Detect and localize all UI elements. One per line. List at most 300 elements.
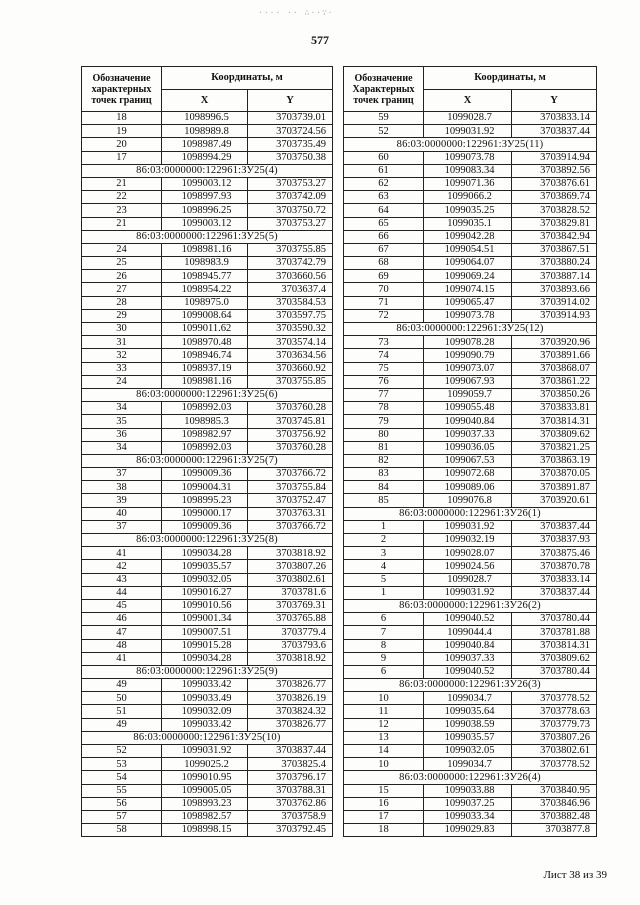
point-number: 1: [344, 586, 424, 599]
table-row: [344, 705, 597, 718]
y-coordinate: 3703753.27: [248, 217, 333, 230]
x-coordinate: 1099034.7: [424, 692, 512, 705]
y-coordinate: 3703760.28: [248, 402, 333, 415]
table-row: [344, 177, 597, 190]
x-coordinate: 1098997.93: [162, 191, 248, 204]
point-number: 69: [344, 270, 424, 283]
table-row: [82, 718, 333, 731]
point-number: 37: [82, 468, 162, 481]
point-number: 5: [344, 573, 424, 586]
y-coordinate: 3703828.52: [512, 204, 597, 217]
x-coordinate: 1099031.92: [424, 520, 512, 533]
y-coordinate: 3703891.87: [512, 481, 597, 494]
point-number: 82: [344, 454, 424, 467]
point-number: 68: [344, 257, 424, 270]
x-coordinate: 1099035.57: [424, 731, 512, 744]
x-coordinate: 1099071.36: [424, 177, 512, 190]
parcel-section-label: 86:03:0000000:122961:ЗУ25(6): [82, 388, 333, 401]
table-row: [82, 204, 333, 217]
table-row: [82, 415, 333, 428]
table-row: [82, 797, 333, 810]
parcel-section-label: 86:03:0000000:122961:ЗУ25(5): [82, 230, 333, 243]
x-coordinate: 1099005.05: [162, 784, 248, 797]
table-row: [344, 534, 597, 547]
table-row: [344, 375, 597, 388]
point-number: 80: [344, 428, 424, 441]
table-row: [82, 138, 333, 151]
point-number: 42: [82, 560, 162, 573]
table-row: [82, 771, 333, 784]
x-coordinate: 1099008.64: [162, 309, 248, 322]
point-number: 43: [82, 573, 162, 586]
x-coordinate: 1098989.8: [162, 125, 248, 138]
x-coordinate: 1098996.5: [162, 112, 248, 125]
x-coordinate: 1098982.97: [162, 428, 248, 441]
sheet-footer: Лист 38 из 39: [543, 869, 607, 881]
table-row: [344, 797, 597, 810]
y-column-header: Y: [512, 90, 597, 112]
point-number: 56: [82, 797, 162, 810]
point-number: 39: [82, 494, 162, 507]
table-row: [344, 692, 597, 705]
x-coordinate: 1098985.3: [162, 415, 248, 428]
y-coordinate: 3703867.51: [512, 243, 597, 256]
parcel-section-label: 86:03:0000000:122961:ЗУ25(9): [82, 665, 333, 678]
x-coordinate: 1099037.33: [424, 428, 512, 441]
x-coordinate: 1099089.06: [424, 481, 512, 494]
x-coordinate: 1098937.19: [162, 362, 248, 375]
table-row: [344, 428, 597, 441]
table-row: [82, 323, 333, 336]
table-row: [344, 402, 597, 415]
point-number: 60: [344, 151, 424, 164]
table-row: [82, 309, 333, 322]
table-row: [344, 547, 597, 560]
point-number: 26: [82, 270, 162, 283]
x-coordinate: 1099083.34: [424, 164, 512, 177]
table-row: [344, 388, 597, 401]
x-coordinate: 1099034.28: [162, 652, 248, 665]
point-number: 34: [82, 441, 162, 454]
y-coordinate: 3703745.81: [248, 415, 333, 428]
point-number: 66: [344, 230, 424, 243]
point-number: 8: [344, 639, 424, 652]
x-coordinate: 1098975.0: [162, 296, 248, 309]
point-number: 31: [82, 336, 162, 349]
x-coordinate: 1098970.48: [162, 336, 248, 349]
y-coordinate: 3703826.19: [248, 692, 333, 705]
y-coordinate: 3703763.31: [248, 507, 333, 520]
table-row: [344, 217, 597, 230]
table-row: [344, 626, 597, 639]
point-number: 27: [82, 283, 162, 296]
y-coordinate: 3703807.26: [512, 731, 597, 744]
point-number: 51: [82, 705, 162, 718]
y-coordinate: 3703597.75: [248, 309, 333, 322]
x-coordinate: 1099040.84: [424, 415, 512, 428]
point-number: 57: [82, 810, 162, 823]
x-coordinate: 1099073.07: [424, 362, 512, 375]
parcel-section-label: 86:03:0000000:122961:ЗУ25(11): [344, 138, 597, 151]
point-number: 14: [344, 745, 424, 758]
point-number: 10: [344, 758, 424, 771]
table-row: [344, 481, 597, 494]
table-row: [344, 204, 597, 217]
point-number: 65: [344, 217, 424, 230]
table-row: [82, 191, 333, 204]
x-coordinate: 1098982.57: [162, 810, 248, 823]
table-row: [344, 468, 597, 481]
section-row: [344, 771, 597, 784]
x-coordinate: 1099031.92: [424, 125, 512, 138]
table-row: [82, 257, 333, 270]
point-number: 61: [344, 164, 424, 177]
point-number: 7: [344, 626, 424, 639]
section-row: [344, 679, 597, 692]
x-column-header: X: [162, 90, 248, 112]
parcel-section-label: 86:03:0000000:122961:ЗУ25(7): [82, 454, 333, 467]
table-row: [344, 665, 597, 678]
table-row: [82, 639, 333, 652]
x-coordinate: 1099073.78: [424, 151, 512, 164]
y-coordinate: 3703756.92: [248, 428, 333, 441]
y-coordinate: 3703778.52: [512, 758, 597, 771]
table-row: [82, 573, 333, 586]
table-row: [344, 151, 597, 164]
table-row: [82, 217, 333, 230]
x-coordinate: 1098995.23: [162, 494, 248, 507]
y-coordinate: 3703809.62: [512, 428, 597, 441]
x-coordinate: 1099009.36: [162, 520, 248, 533]
table-row: [344, 164, 597, 177]
table-row: [344, 243, 597, 256]
y-coordinate: 3703887.14: [512, 270, 597, 283]
y-coordinate: 3703574.14: [248, 336, 333, 349]
x-coordinate: 1099055.48: [424, 402, 512, 415]
x-coordinate: 1099034.28: [162, 547, 248, 560]
x-coordinate: 1098998.15: [162, 824, 248, 837]
y-coordinate: 3703766.72: [248, 520, 333, 533]
table-row: [82, 810, 333, 823]
point-number: 73: [344, 336, 424, 349]
point-number: 45: [82, 599, 162, 612]
table-row: [82, 494, 333, 507]
table-row: [82, 520, 333, 533]
point-designation-header: Обозначение Характерных точек границ: [344, 67, 424, 112]
point-number: 18: [82, 112, 162, 125]
table-row: [82, 270, 333, 283]
y-coordinate: 3703793.6: [248, 639, 333, 652]
point-number: 64: [344, 204, 424, 217]
table-row: [82, 375, 333, 388]
y-coordinate: 3703837.44: [512, 520, 597, 533]
table-row: [344, 494, 597, 507]
point-number: 74: [344, 349, 424, 362]
table-body-left: [82, 112, 333, 837]
y-coordinate: 3703850.26: [512, 388, 597, 401]
y-coordinate: 3703755.85: [248, 243, 333, 256]
x-coordinate: 1099010.56: [162, 599, 248, 612]
table-row: [344, 309, 597, 322]
y-coordinate: 3703833.81: [512, 402, 597, 415]
table-row: [344, 784, 597, 797]
point-number: 52: [344, 125, 424, 138]
point-number: 19: [82, 125, 162, 138]
table-row: [82, 507, 333, 520]
x-coordinate: 1099035.1: [424, 217, 512, 230]
point-number: 25: [82, 257, 162, 270]
section-row: [82, 665, 333, 678]
x-coordinate: 1099033.42: [162, 679, 248, 692]
x-coordinate: 1098993.23: [162, 797, 248, 810]
table-row: [82, 626, 333, 639]
x-coordinate: 1098946.74: [162, 349, 248, 362]
table-row: [344, 296, 597, 309]
x-coordinate: 1099010.95: [162, 771, 248, 784]
y-coordinate: 3703837.44: [512, 586, 597, 599]
point-number: 55: [82, 784, 162, 797]
x-coordinate: 1099042.28: [424, 230, 512, 243]
point-number: 24: [82, 375, 162, 388]
y-coordinate: 3703780.44: [512, 665, 597, 678]
table-row: [344, 230, 597, 243]
table-row: [344, 283, 597, 296]
point-designation-header: Обозначение характерных точек границ: [82, 67, 162, 112]
y-coordinate: 3703739.01: [248, 112, 333, 125]
parcel-section-label: 86:03:0000000:122961:ЗУ25(4): [82, 164, 333, 177]
x-coordinate: 1099015.28: [162, 639, 248, 652]
y-coordinate: 3703788.31: [248, 784, 333, 797]
point-number: 30: [82, 323, 162, 336]
x-coordinate: 1099035.57: [162, 560, 248, 573]
y-coordinate: 3703802.61: [248, 573, 333, 586]
point-number: 44: [82, 586, 162, 599]
table-row: [82, 586, 333, 599]
y-coordinate: 3703880.24: [512, 257, 597, 270]
table-row: [82, 402, 333, 415]
y-coordinate: 3703742.09: [248, 191, 333, 204]
y-coordinate: 3703660.56: [248, 270, 333, 283]
point-number: 71: [344, 296, 424, 309]
parcel-section-label: 86:03:0000000:122961:ЗУ25(10): [82, 731, 333, 744]
table-row: [82, 349, 333, 362]
x-coordinate: 1099016.27: [162, 586, 248, 599]
x-coordinate: 1099090.79: [424, 349, 512, 362]
parcel-section-label: 86:03:0000000:122961:ЗУ25(12): [344, 323, 597, 336]
table-row: [82, 758, 333, 771]
y-coordinate: 3703837.93: [512, 534, 597, 547]
point-number: 47: [82, 626, 162, 639]
y-coordinate: 3703781.88: [512, 626, 597, 639]
point-number: 83: [344, 468, 424, 481]
point-number: 46: [82, 613, 162, 626]
y-coordinate: 3703769.31: [248, 599, 333, 612]
coordinates-table-left: [81, 66, 333, 837]
table-row: [82, 547, 333, 560]
table-row: [344, 257, 597, 270]
y-coordinate: 3703778.52: [512, 692, 597, 705]
parcel-section-label: 86:03:0000000:122961:ЗУ26(3): [344, 679, 597, 692]
point-number: 84: [344, 481, 424, 494]
x-coordinate: 1099028.07: [424, 547, 512, 560]
section-row: [82, 230, 333, 243]
point-number: 53: [82, 758, 162, 771]
point-number: 28: [82, 296, 162, 309]
y-coordinate: 3703829.81: [512, 217, 597, 230]
section-row: [344, 138, 597, 151]
y-coordinate: 3703780.44: [512, 613, 597, 626]
y-coordinate: 3703735.49: [248, 138, 333, 151]
x-coordinate: 1099029.83: [424, 824, 512, 837]
table-row: [344, 586, 597, 599]
y-coordinate: 3703750.38: [248, 151, 333, 164]
x-coordinate: 1099033.42: [162, 718, 248, 731]
table-row: [82, 599, 333, 612]
point-number: 49: [82, 679, 162, 692]
point-number: 72: [344, 309, 424, 322]
x-coordinate: 1098987.49: [162, 138, 248, 151]
point-number: 81: [344, 441, 424, 454]
x-coordinate: 1099040.52: [424, 613, 512, 626]
x-coordinate: 1099054.51: [424, 243, 512, 256]
section-row: [344, 507, 597, 520]
x-coordinate: 1099000.17: [162, 507, 248, 520]
coordinates-header: Координаты, м: [162, 67, 333, 90]
x-coordinate: 1099037.33: [424, 652, 512, 665]
table-row: [82, 125, 333, 138]
section-row: [82, 454, 333, 467]
point-number: 63: [344, 191, 424, 204]
x-coordinate: 1098945.77: [162, 270, 248, 283]
x-coordinate: 1099036.05: [424, 441, 512, 454]
point-number: 6: [344, 665, 424, 678]
table-row: [82, 283, 333, 296]
y-coordinate: 3703590.32: [248, 323, 333, 336]
point-number: 11: [344, 705, 424, 718]
y-coordinate: 3703752.47: [248, 494, 333, 507]
x-coordinate: 1098954.22: [162, 283, 248, 296]
table-row: [344, 441, 597, 454]
x-coordinate: 1099037.25: [424, 797, 512, 810]
y-coordinate: 3703875.46: [512, 547, 597, 560]
table-row: [82, 112, 333, 125]
x-coordinate: 1099003.12: [162, 177, 248, 190]
y-coordinate: 3703892.56: [512, 164, 597, 177]
table-row: [344, 758, 597, 771]
point-number: 75: [344, 362, 424, 375]
x-coordinate: 1099033.49: [162, 692, 248, 705]
table-row: [82, 692, 333, 705]
point-number: 2: [344, 534, 424, 547]
x-coordinate: 1099067.93: [424, 375, 512, 388]
table-row: [82, 824, 333, 837]
y-coordinate: 3703877.8: [512, 824, 597, 837]
y-coordinate: 3703818.92: [248, 547, 333, 560]
x-coordinate: 1099007.51: [162, 626, 248, 639]
y-coordinate: 3703824.32: [248, 705, 333, 718]
y-coordinate: 3703724.56: [248, 125, 333, 138]
y-coordinate: 3703893.66: [512, 283, 597, 296]
table-row: [344, 125, 597, 138]
x-coordinate: 1099072.68: [424, 468, 512, 481]
y-coordinate: 3703868.07: [512, 362, 597, 375]
x-coordinate: 1098996.25: [162, 204, 248, 217]
y-coordinate: 3703742.79: [248, 257, 333, 270]
point-number: 9: [344, 652, 424, 665]
point-number: 76: [344, 375, 424, 388]
point-number: 1: [344, 520, 424, 533]
x-coordinate: 1099073.78: [424, 309, 512, 322]
point-number: 17: [82, 151, 162, 164]
table-row: [344, 112, 597, 125]
table-row: [82, 468, 333, 481]
y-coordinate: 3703750.72: [248, 204, 333, 217]
section-row: [82, 388, 333, 401]
y-coordinate: 3703779.73: [512, 718, 597, 731]
table-row: [344, 745, 597, 758]
point-number: 34: [82, 402, 162, 415]
point-number: 62: [344, 177, 424, 190]
y-coordinate: 3703833.14: [512, 573, 597, 586]
y-coordinate: 3703809.62: [512, 652, 597, 665]
y-coordinate: 3703637.4: [248, 283, 333, 296]
table-row: [344, 639, 597, 652]
table-row: [344, 191, 597, 204]
parcel-section-label: 86:03:0000000:122961:ЗУ25(8): [82, 534, 333, 547]
y-coordinate: 3703869.74: [512, 191, 597, 204]
table-row: [344, 520, 597, 533]
table-row: [344, 560, 597, 573]
section-row: [82, 534, 333, 547]
scan-stamp-marks: ···· ·· ∴··∵·: [258, 8, 334, 17]
y-coordinate: 3703807.26: [248, 560, 333, 573]
point-number: 59: [344, 112, 424, 125]
table-row: [82, 652, 333, 665]
y-coordinate: 3703870.78: [512, 560, 597, 573]
y-coordinate: 3703876.61: [512, 177, 597, 190]
y-column-header: Y: [248, 90, 333, 112]
table-row: [82, 441, 333, 454]
point-number: 21: [82, 217, 162, 230]
point-number: 6: [344, 613, 424, 626]
x-coordinate: 1099004.31: [162, 481, 248, 494]
y-coordinate: 3703814.31: [512, 639, 597, 652]
table-row: [82, 243, 333, 256]
y-coordinate: 3703826.77: [248, 718, 333, 731]
x-coordinate: 1099032.09: [162, 705, 248, 718]
y-coordinate: 3703833.14: [512, 112, 597, 125]
coordinates-header: Координаты, м: [424, 67, 597, 90]
x-coordinate: 1099038.59: [424, 718, 512, 731]
y-coordinate: 3703778.63: [512, 705, 597, 718]
section-row: [82, 164, 333, 177]
y-coordinate: 3703837.44: [248, 745, 333, 758]
table-row: [82, 745, 333, 758]
parcel-section-label: 86:03:0000000:122961:ЗУ26(1): [344, 507, 597, 520]
y-coordinate: 3703826.77: [248, 679, 333, 692]
y-coordinate: 3703870.05: [512, 468, 597, 481]
point-number: 22: [82, 191, 162, 204]
table-row: [344, 652, 597, 665]
point-number: 21: [82, 177, 162, 190]
y-coordinate: 3703914.02: [512, 296, 597, 309]
x-coordinate: 1099001.34: [162, 613, 248, 626]
table-row: [82, 613, 333, 626]
x-coordinate: 1098981.16: [162, 243, 248, 256]
point-number: 85: [344, 494, 424, 507]
table-row: [82, 784, 333, 797]
y-coordinate: 3703840.95: [512, 784, 597, 797]
